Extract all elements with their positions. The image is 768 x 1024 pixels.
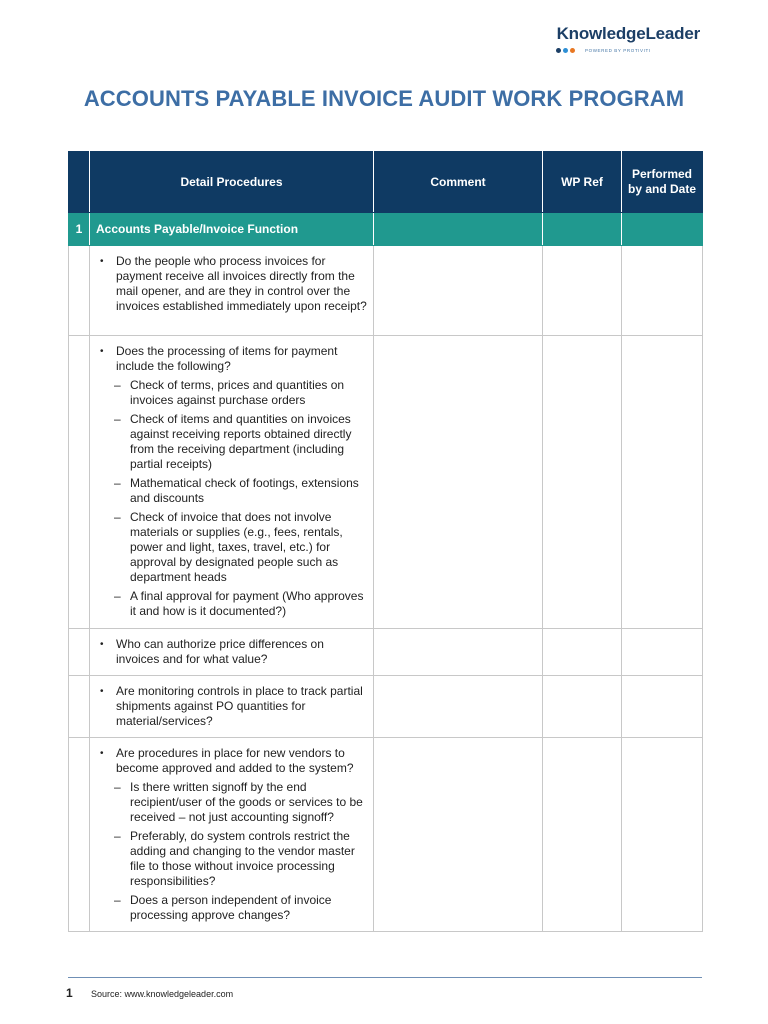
row-number-cell — [69, 676, 90, 738]
sub-item — [114, 378, 367, 408]
comment-cell[interactable] — [374, 738, 543, 932]
sub-item-text: Does a person independent of invoice processing approve changes? — [130, 893, 332, 922]
logo-subline — [556, 48, 700, 53]
bullet-icon: • — [100, 686, 104, 697]
bullet-icon: • — [100, 639, 104, 650]
procedure-cell — [90, 738, 374, 932]
header-number — [69, 152, 90, 213]
bullet-icon: • — [100, 256, 104, 267]
wp-ref-cell[interactable] — [543, 676, 622, 738]
section-row — [69, 213, 703, 246]
sub-item — [114, 476, 367, 506]
bullet-icon: • — [100, 748, 104, 759]
procedure-item — [98, 746, 367, 776]
table-row — [69, 246, 703, 336]
sub-item — [114, 510, 367, 585]
table-row — [69, 336, 703, 629]
performed-cell[interactable] — [622, 676, 703, 738]
sub-item — [114, 780, 367, 825]
row-number-cell — [69, 246, 90, 336]
wp-ref-cell[interactable] — [543, 738, 622, 932]
sub-item-text: Check of invoice that does not involve materials or supplies (e.g., fees, rentals, power and light, taxes, travel, etc.) for approval by designated people such as department heads — [130, 510, 343, 584]
logo-dot-icon — [570, 48, 575, 53]
wp-ref-cell[interactable] — [543, 629, 622, 676]
header-wp-ref: WP Ref — [543, 152, 622, 213]
procedure-item — [98, 637, 367, 667]
procedure-cell — [90, 629, 374, 676]
procedure-cell — [90, 676, 374, 738]
sub-item — [114, 589, 367, 619]
performed-cell[interactable] — [622, 738, 703, 932]
dash-icon: – — [114, 510, 121, 524]
dash-icon: – — [114, 378, 121, 392]
procedure-cell — [90, 336, 374, 629]
procedure-cell — [90, 246, 374, 336]
row-number-cell — [69, 629, 90, 676]
procedure-text: Who can authorize price differences on invoices and for what value? — [116, 637, 324, 666]
work-program-table — [68, 151, 703, 932]
procedure-item — [98, 344, 367, 374]
header-performed-by: Performed by and Date — [622, 152, 703, 213]
section-performed-cell — [622, 213, 703, 246]
wp-ref-cell[interactable] — [543, 246, 622, 336]
bullet-icon: • — [100, 346, 104, 357]
header-comment: Comment — [374, 152, 543, 213]
section-wpref-cell — [543, 213, 622, 246]
sub-item-text: Preferably, do system controls restrict the adding and changing to the vendor master file to those without invoice processing responsibilities? — [130, 829, 355, 888]
performed-cell[interactable] — [622, 336, 703, 629]
performed-cell[interactable] — [622, 246, 703, 336]
logo-name: KnowledgeLeader — [556, 24, 700, 43]
section-title: Accounts Payable/Invoice Function — [90, 213, 374, 246]
dash-icon: – — [114, 476, 121, 490]
comment-cell[interactable] — [374, 336, 543, 629]
dash-icon: – — [114, 780, 121, 794]
wp-ref-cell[interactable] — [543, 336, 622, 629]
sub-item-text: Check of terms, prices and quantities on invoices against purchase orders — [130, 378, 345, 407]
header-detail-procedures: Detail Procedures — [90, 152, 374, 213]
sub-item-text: Check of items and quantities on invoices against receiving reports obtained directly from the receiving department (including partial receipts) — [130, 412, 352, 471]
sub-item-text: Mathematical check of footings, extensions and discounts — [130, 476, 359, 505]
dash-icon: – — [114, 412, 121, 426]
procedure-item — [98, 254, 367, 314]
sub-item — [114, 829, 367, 889]
comment-cell[interactable] — [374, 246, 543, 336]
logo-dot-icon — [556, 48, 561, 53]
dash-icon: – — [114, 589, 121, 603]
table-row — [69, 676, 703, 738]
table-row — [69, 629, 703, 676]
footer-source: Source: www.knowledgeleader.com — [91, 989, 234, 999]
procedure-text: Does the processing of items for payment include the following? — [116, 344, 338, 373]
dash-icon: – — [114, 893, 121, 907]
page-title: ACCOUNTS PAYABLE INVOICE AUDIT WORK PROGRAM — [83, 86, 685, 111]
sub-item-text: A final approval for payment (Who approves it and how is it documented?) — [130, 589, 364, 618]
logo-dot-icon — [563, 48, 568, 53]
performed-cell[interactable] — [622, 629, 703, 676]
procedure-text: Do the people who process invoices for payment receive all invoices directly from the mail opener, and are they in control over the invoices established immediately upon receipt? — [116, 254, 367, 313]
logo-tagline: POWERED BY PROTIVITI — [585, 48, 651, 53]
comment-cell[interactable] — [374, 676, 543, 738]
procedure-text: Are monitoring controls in place to track partial shipments against PO quantities for material/services? — [116, 684, 363, 728]
sub-item — [114, 412, 367, 472]
comment-cell[interactable] — [374, 629, 543, 676]
footer-divider — [68, 977, 702, 978]
table-header-row — [69, 152, 703, 213]
section-number: 1 — [69, 213, 90, 246]
procedure-text: Are procedures in place for new vendors to become approved and added to the system? — [116, 746, 354, 775]
dash-icon: – — [114, 829, 121, 843]
page-number: 1 — [66, 986, 73, 1000]
table-row — [69, 738, 703, 932]
sub-item-text: Is there written signoff by the end recipient/user of the goods or services to be received – not just accounting signoff? — [130, 780, 363, 824]
sub-item — [114, 893, 367, 923]
row-number-cell — [69, 336, 90, 629]
knowledgeleader-logo — [550, 24, 700, 53]
row-number-cell — [69, 738, 90, 932]
section-comment-cell — [374, 213, 543, 246]
procedure-item — [98, 684, 367, 729]
